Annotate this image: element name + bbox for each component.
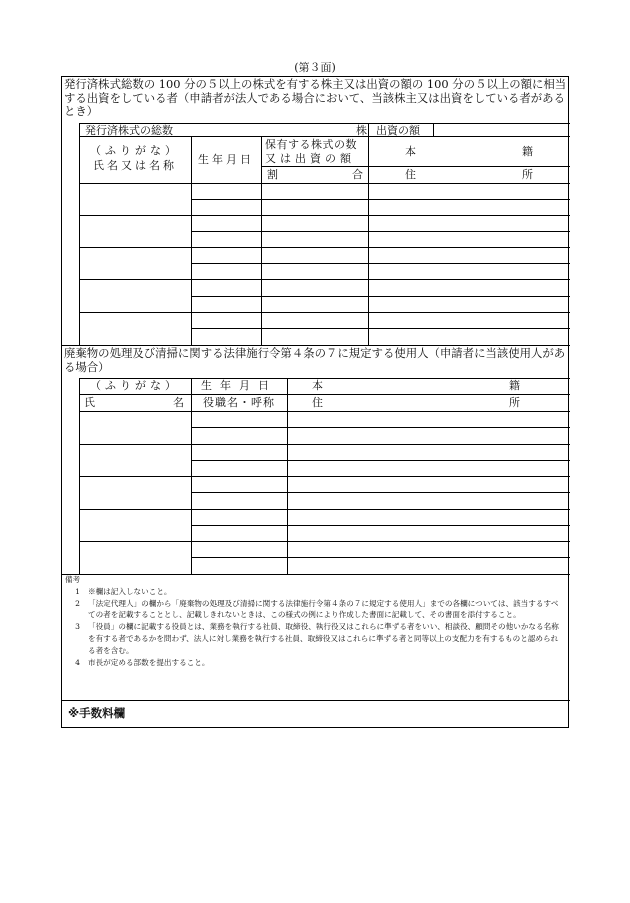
note-item: 3 「役員」の欄に記載する役員とは、業務を執行する社員、取締役、執行役又はこれらに準ずる者をいい、相談役、顧問その他いかなる名称を有する者であるかを問わず、法人に対し業務を執行する社員、取締役又はこれらに準ずる者と同等以上の支配力を有するものと認められる者を含む。 (75, 622, 559, 655)
employee-furigana-label: （ふりがな） (90, 379, 180, 392)
shareholders-heading: 発行済株式総数の 100 分の５以上の株式を有する株主又は出資の額の 100 分の５以上の額に相当する出資をしている者（申請者が法人である場合において、当該株主又は出資をしている者があるとき） (64, 77, 567, 119)
holdings-label-2: 又は出資の額 (265, 152, 355, 165)
total-shares-label: 発行済株式の総数 (85, 124, 173, 137)
name-furigana-label: （ふりがな） (90, 144, 180, 157)
notes-title: 備考 (65, 575, 81, 584)
fee-label: ※手数料欄 (68, 706, 126, 720)
domicile-label: 本 籍 (405, 145, 533, 158)
holdings-label: 保有する株式の数 (265, 138, 357, 151)
birthdate-label: 生年月日 (198, 153, 254, 166)
employees-heading: 廃棄物の処理及び清掃に関する法律施行令第４条の７に規定する使用人（申請者に当該使用人がある場合） (64, 346, 566, 374)
employee-birthdate-label: 生年月日 (201, 379, 277, 392)
position-title-label: 役職名・呼称 (203, 396, 275, 409)
address-label: 住 所 (405, 168, 533, 181)
note-item: 2 「法定代理人」の欄から「廃棄物の処理及び清掃に関する法律施行令第４条の７に規定する使用人」までの各欄については、該当するすべての者を記載することとし、記載しきれないときは、この様式の例により作成した書面に記載して、その書面を添付すること。 (75, 598, 559, 620)
employee-address-label: 住 所 (312, 396, 520, 409)
shares-unit: 株 (356, 124, 367, 137)
employee-domicile-label: 本 籍 (312, 379, 520, 392)
note-item: 4 市長が定める部数を提出すること。 (75, 657, 210, 667)
notes (65, 574, 565, 668)
employee-name-label: 氏 名 (84, 396, 184, 409)
investment-label: 出資の額 (376, 124, 420, 137)
note-item: 1 ※欄は記入しないこと。 (75, 586, 172, 596)
form-frame (61, 76, 569, 728)
page-label: (第３面) (294, 61, 336, 74)
ratio-label: 割 合 (267, 168, 363, 181)
name-label: 氏名又は名称 (93, 159, 177, 172)
